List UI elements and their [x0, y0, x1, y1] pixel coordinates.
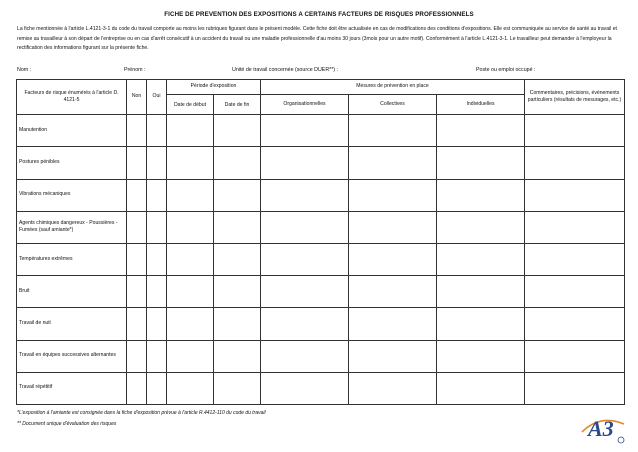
organisationnelles-cell[interactable] [261, 179, 349, 211]
date-fin-cell[interactable] [214, 243, 261, 275]
individuelles-cell[interactable] [437, 147, 525, 179]
individuelles-cell[interactable] [437, 308, 525, 340]
date-fin-cell[interactable] [214, 211, 261, 243]
risk-factor-label: Bruit [17, 276, 127, 308]
collectives-cell[interactable] [349, 211, 437, 243]
commentaires-cell[interactable] [525, 308, 625, 340]
table-row [17, 115, 625, 147]
commentaires-cell[interactable] [525, 276, 625, 308]
commentaires-cell[interactable] [525, 340, 625, 372]
non-cell[interactable] [127, 179, 147, 211]
commentaires-cell[interactable] [525, 211, 625, 243]
header-organisationnelles: Organisationnelles [261, 95, 349, 115]
date-debut-cell[interactable] [167, 340, 214, 372]
organisationnelles-cell[interactable] [261, 115, 349, 147]
date-fin-cell[interactable] [214, 147, 261, 179]
unite-travail-label: Unité de travail concernée (source DUER**) : [232, 67, 338, 73]
oui-cell[interactable] [147, 147, 167, 179]
individuelles-cell[interactable] [437, 276, 525, 308]
document-title: FICHE DE PREVENTION DES EXPOSITIONS A CERTAINS FACTEURS DE RISQUES PROFESSIONNELS [164, 11, 474, 18]
date-debut-cell[interactable] [167, 243, 214, 275]
footnote-amiante: *L'exposition à l'amiante est consignée dans la fiche d'exposition prévue à l'article R.4412-110 du code du travail [17, 410, 266, 416]
commentaires-cell[interactable] [525, 179, 625, 211]
table-row [17, 147, 625, 179]
collectives-cell[interactable] [349, 372, 437, 404]
non-cell[interactable] [127, 372, 147, 404]
header-collectives: Collectives [349, 95, 437, 115]
table-row [17, 340, 625, 372]
date-debut-cell[interactable] [167, 147, 214, 179]
oui-cell[interactable] [147, 115, 167, 147]
organisationnelles-cell[interactable] [261, 147, 349, 179]
non-cell[interactable] [127, 276, 147, 308]
date-fin-cell[interactable] [214, 308, 261, 340]
date-fin-cell[interactable] [214, 340, 261, 372]
organisationnelles-cell[interactable] [261, 243, 349, 275]
a3-logo [574, 402, 630, 451]
organisationnelles-cell[interactable] [261, 340, 349, 372]
commentaires-cell[interactable] [525, 115, 625, 147]
header-date-fin: Date de fin [214, 95, 261, 115]
oui-cell[interactable] [147, 308, 167, 340]
collectives-cell[interactable] [349, 179, 437, 211]
non-cell[interactable] [127, 115, 147, 147]
non-cell[interactable] [127, 308, 147, 340]
collectives-cell[interactable] [349, 243, 437, 275]
table-row [17, 308, 625, 340]
date-debut-cell[interactable] [167, 115, 214, 147]
header-facteurs: Facteurs de risque énumérés à l'article D. 4121-5 [17, 80, 127, 115]
risk-factor-label: Travail de nuit [17, 308, 127, 340]
footnote-duer: ** Document unique d'évaluation des risques [17, 421, 117, 427]
nom-label: Nom : [17, 67, 32, 73]
header-individuelles: Individuelles [437, 95, 525, 115]
non-cell[interactable] [127, 243, 147, 275]
header-non: Non [127, 80, 147, 115]
date-debut-cell[interactable] [167, 372, 214, 404]
oui-cell[interactable] [147, 211, 167, 243]
logo-text: A3 [588, 416, 614, 441]
header-periode-exposition: Période d'exposition [167, 80, 261, 95]
risk-factor-label: Postures pénibles [17, 147, 127, 179]
individuelles-cell[interactable] [437, 115, 525, 147]
risk-factor-label: Agents chimiques dangereux - Poussières - Fumées (sauf amiante*) [17, 211, 127, 243]
organisationnelles-cell[interactable] [261, 276, 349, 308]
non-cell[interactable] [127, 147, 147, 179]
collectives-cell[interactable] [349, 147, 437, 179]
organisationnelles-cell[interactable] [261, 308, 349, 340]
date-debut-cell[interactable] [167, 308, 214, 340]
intro-paragraph: La fiche mentionnée à l'article L.4121-3-1 du code du travail comporte au moins les rubriques figurant dans le présent modèle. Cette fiche doit être actualisée en cas de modifications des conditions d'expositions. Elle est communiquée au service de santé au travail et remise au travailleur à son départ de l'entreprise ou en cas d'arrêt consécutif à un accident du travail ou une maladie professionnelle d'au moins 30 jours (3mois pour un autre motif). Conformément à l'article L.4121-3-1. Le travailleur peut demander à l'employeur la rectification des informations figurant sur la présente fiche. [17, 26, 617, 52]
date-fin-cell[interactable] [214, 115, 261, 147]
risk-rows [17, 115, 625, 405]
commentaires-cell[interactable] [525, 243, 625, 275]
commentaires-cell[interactable] [525, 147, 625, 179]
individuelles-cell[interactable] [437, 179, 525, 211]
poste-label: Poste ou emploi occupé : [476, 67, 536, 73]
header-date-debut: Date de début [167, 95, 214, 115]
individuelles-cell[interactable] [437, 372, 525, 404]
table-row [17, 243, 625, 275]
date-debut-cell[interactable] [167, 211, 214, 243]
header-oui: Oui [147, 80, 167, 115]
organisationnelles-cell[interactable] [261, 211, 349, 243]
risk-factor-label: Travail répétitif [17, 372, 127, 404]
oui-cell[interactable] [147, 276, 167, 308]
risk-factor-label: Températures extrêmes [17, 243, 127, 275]
oui-cell[interactable] [147, 340, 167, 372]
header-mesures-prevention: Mesures de prévention en place [261, 80, 525, 95]
risk-factor-label: Manutention [17, 115, 127, 147]
non-cell[interactable] [127, 340, 147, 372]
collectives-cell[interactable] [349, 340, 437, 372]
oui-cell[interactable] [147, 372, 167, 404]
risk-factors-table [16, 79, 625, 405]
prenom-label: Prénom : [124, 67, 146, 73]
collectives-cell[interactable] [349, 115, 437, 147]
non-cell[interactable] [127, 211, 147, 243]
collectives-cell[interactable] [349, 308, 437, 340]
organisationnelles-cell[interactable] [261, 372, 349, 404]
individuelles-cell[interactable] [437, 340, 525, 372]
date-fin-cell[interactable] [214, 372, 261, 404]
oui-cell[interactable] [147, 243, 167, 275]
date-debut-cell[interactable] [167, 179, 214, 211]
date-debut-cell[interactable] [167, 276, 214, 308]
commentaires-cell[interactable] [525, 372, 625, 404]
table-row [17, 211, 625, 243]
header-commentaires: Commentaires, précisions, évènements particuliers (résultats de mesurages, etc.) [525, 80, 625, 115]
collectives-cell[interactable] [349, 276, 437, 308]
oui-cell[interactable] [147, 179, 167, 211]
table-row [17, 372, 625, 404]
date-fin-cell[interactable] [214, 179, 261, 211]
table-row [17, 179, 625, 211]
risk-factor-label: Travail en équipes successives alternantes [17, 340, 127, 372]
risk-factor-label: Vibrations mécaniques [17, 179, 127, 211]
individuelles-cell[interactable] [437, 211, 525, 243]
table-row [17, 276, 625, 308]
date-fin-cell[interactable] [214, 276, 261, 308]
individuelles-cell[interactable] [437, 243, 525, 275]
